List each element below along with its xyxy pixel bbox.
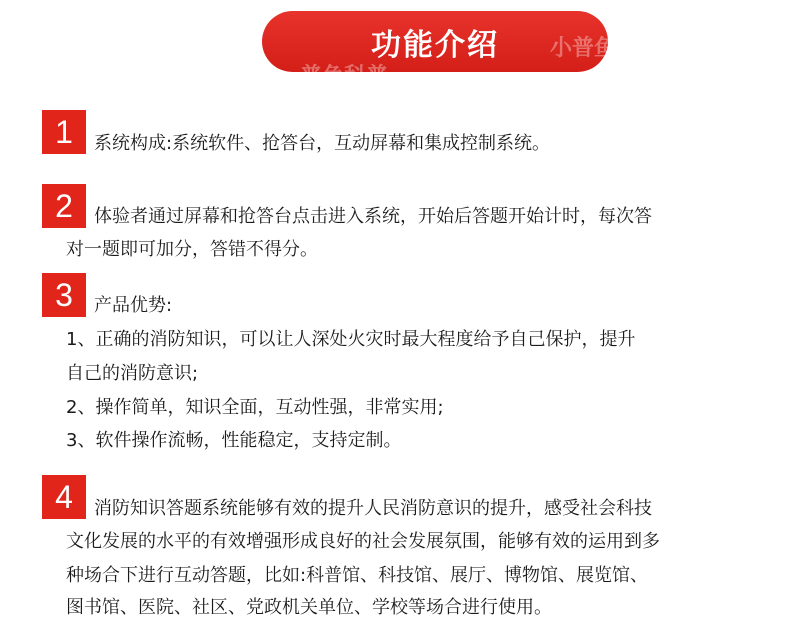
section-4-line-2: 文化发展的水平的有效增强形成良好的社会发展氛围，能够有效的运用到多 bbox=[66, 531, 660, 552]
section-1-line-1: 系统构成:系统软件、抢答台，互动屏幕和集成控制系统。 bbox=[94, 133, 551, 154]
section-2-line-1: 体验者通过屏幕和抢答台点击进入系统，开始后答题开始计时，每次答 bbox=[94, 206, 652, 227]
section-4-line-3: 种场合下进行互动答题，比如:科普馆、科技馆、展厅、博物馆、展览馆、 bbox=[66, 565, 649, 586]
page-title: 功能介绍 bbox=[371, 27, 499, 63]
section-3-line-1: 产品优势: bbox=[94, 295, 173, 316]
section-3-line-5: 3、软件操作流畅，性能稳定，支持定制。 bbox=[66, 430, 402, 451]
section-4-number: 4 bbox=[42, 475, 86, 519]
section-3-line-2: 1、正确的消防知识，可以让人深处火灾时最大程度给予自己保护，提升 bbox=[66, 329, 636, 350]
watermark-right: 小普鱼 bbox=[549, 36, 616, 61]
section-4-line-1: 消防知识答题系统能够有效的提升人民消防意识的提升，感受社会科技 bbox=[94, 498, 652, 519]
section-3-number: 3 bbox=[42, 273, 86, 317]
watermark-bottom: 普鱼科普 bbox=[300, 64, 389, 89]
section-1-number: 1 bbox=[42, 110, 86, 154]
section-2-line-2: 对一题即可加分，答错不得分。 bbox=[66, 239, 318, 260]
section-2-number: 2 bbox=[42, 184, 86, 228]
section-4-line-4: 图书馆、医院、社区、党政机关单位、学校等场合进行使用。 bbox=[66, 597, 552, 618]
section-3-line-3: 自己的消防意识; bbox=[66, 363, 199, 384]
section-3-line-4: 2、操作简单，知识全面，互动性强，非常实用; bbox=[66, 397, 444, 418]
title-banner bbox=[262, 11, 616, 89]
